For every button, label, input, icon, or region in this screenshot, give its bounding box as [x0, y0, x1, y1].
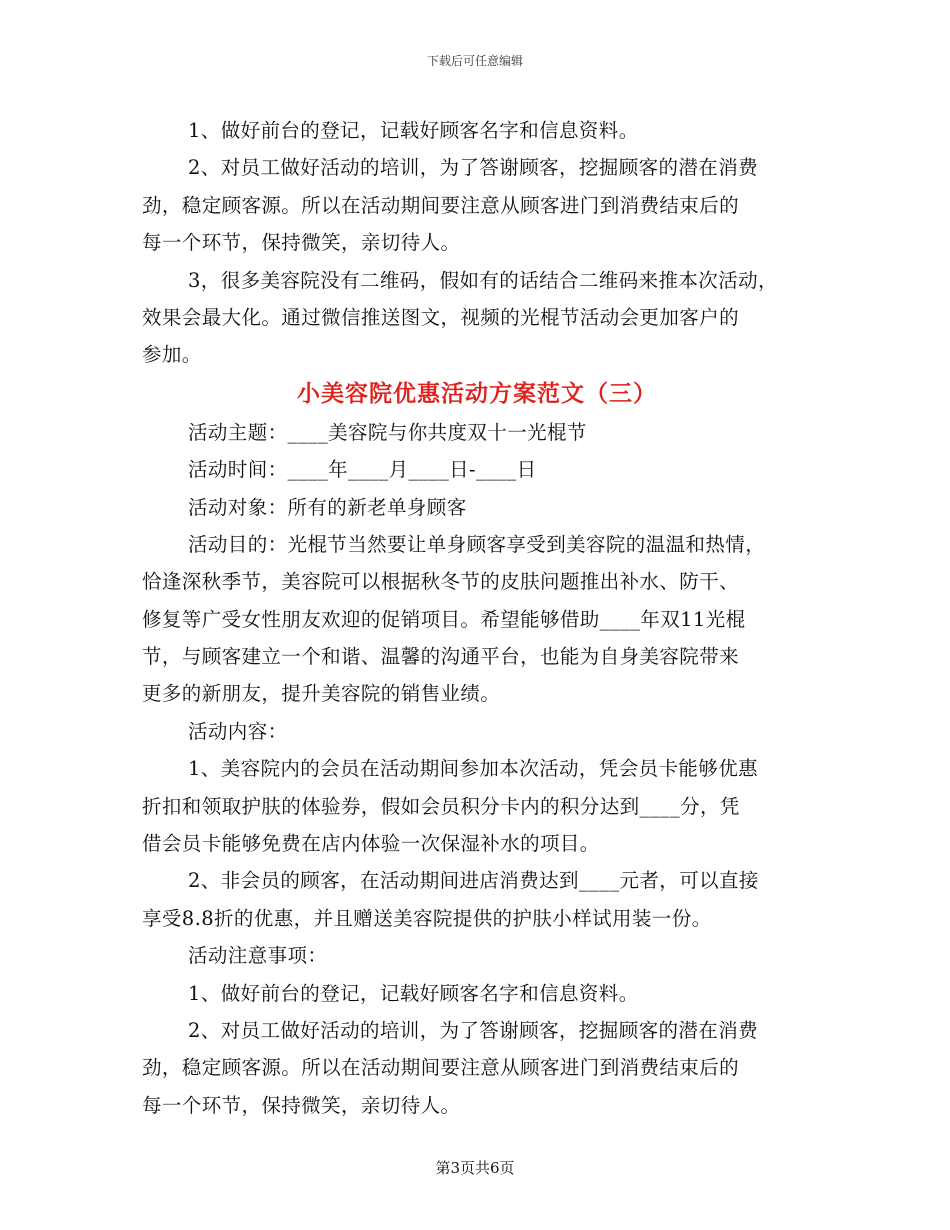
- paragraph-line: 每一个环节，保持微笑，亲切待人。: [142, 231, 461, 255]
- paragraph-line: 效果会最大化。通过微信推送图文，视频的光棍节活动会更加客户的: [142, 305, 740, 329]
- paragraph-line: 活动主题：____美容院与你共度双十一光棍节: [188, 420, 587, 444]
- paragraph-line: 活动目的：光棍节当然要让单身顾客享受到美容院的温温和热情，: [188, 532, 766, 556]
- paragraph-line: 活动对象：所有的新老单身顾客: [188, 495, 467, 519]
- paragraph-line: 2、非会员的顾客，在活动期间进店消费达到____元者，可以直接: [188, 869, 759, 893]
- section-title: 小美容院优惠活动方案范文（三）: [297, 379, 657, 407]
- paragraph-line: 恰逢深秋季节，美容院可以根据秋冬节的皮肤问题推出补水、防干、: [142, 570, 740, 594]
- paragraph-line: 享受8.8折的优惠，并且赠送美容院提供的护肤小样试用装一份。: [142, 906, 712, 930]
- paragraph-line: 每一个环节，保持微笑，亲切待人。: [142, 1093, 461, 1117]
- paragraph-line: 更多的新朋友，提升美容院的销售业绩。: [142, 682, 501, 706]
- paragraph-line: 1、做好前台的登记，记载好顾客名字和信息资料。: [188, 119, 639, 142]
- paragraph-line: 借会员卡能够免费在店内体验一次保湿补水的项目。: [142, 832, 600, 856]
- paragraph-line: 1、做好前台的登记，记载好顾客名字和信息资料。: [188, 981, 639, 1005]
- paragraph-line: 1、美容院内的会员在活动期间参加本次活动，凭会员卡能够优惠: [188, 757, 759, 781]
- paragraph-line: 2、对员工做好活动的培训，为了答谢顾客，挖掘顾客的潜在消费: [188, 156, 759, 180]
- paragraph-line: 节，与顾客建立一个和谐、温馨的沟通平台，也能为自身美容院带来: [142, 645, 740, 669]
- paragraph-line: 劲，稳定顾客源。所以在活动期间要注意从顾客进门到消费结束后的: [142, 193, 740, 217]
- paragraph-line: 劲，稳定顾客源。所以在活动期间要注意从顾客进门到消费结束后的: [142, 1056, 740, 1080]
- paragraph-line: 修复等广受女性朋友欢迎的促销项目。希望能够借助____年双11光棍: [142, 607, 746, 631]
- page-number: 第3页共6页: [435, 1159, 515, 1177]
- paragraph-line: 活动时间：____年____月____日-____日: [188, 458, 537, 482]
- paragraph-line: 活动注意事项：: [188, 944, 328, 968]
- paragraph-line: 折扣和领取护肤的体验券，假如会员积分卡内的积分达到____分，凭: [142, 794, 740, 818]
- document-body: [142, 112, 812, 1124]
- paragraph-line: 参加。: [142, 343, 202, 367]
- paragraph-line: 2、对员工做好活动的培训，为了答谢顾客，挖掘顾客的潜在消费: [188, 1018, 759, 1042]
- page-header-note: 下载后可任意编辑: [426, 54, 523, 68]
- paragraph-line: 活动内容：: [188, 719, 288, 743]
- paragraph-line: 3，很多美容院没有二维码，假如有的话结合二维码来推本次活动，: [188, 268, 778, 292]
